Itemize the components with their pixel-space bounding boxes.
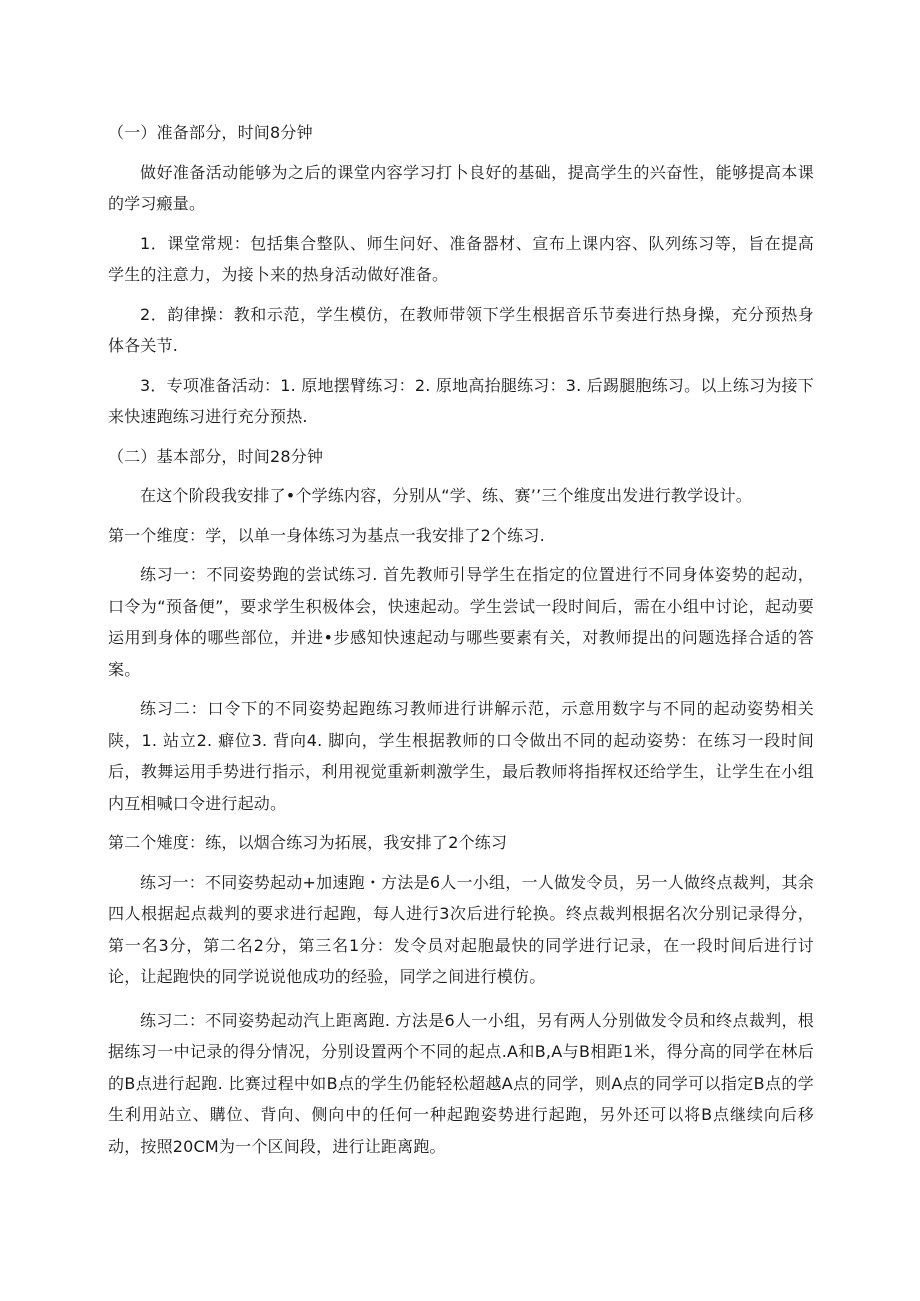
paragraph-exercise-one-a: 练习一：不同姿势跑的尝试练习. 首先教师引导学生在指定的位置进行不同身体姿势的起动，口令为“预备便”，要求学生积极体会，快速起动。学生尝试一段时间后，需在小组中讨论，起动要运用到身体的哪些部位，并进•步感知快速起动与哪些要素有关，对教师提出的问题选择合适的答案。 <box>108 565 814 679</box>
document-body <box>108 117 814 1162</box>
paragraph-class-routine: 1．课堂常规：包括集合整队、师生问好、准备器材、宣布上课内容、队列练习等，旨在提高学生的注意力，为接卜来的热身活动做好准备。 <box>108 233 814 284</box>
paragraph-dimension-two: 第二个雉度：练，以烟合练习为拓展，我安排了2个练习 <box>108 833 508 852</box>
paragraph-preparation-intro: 做好准备活动能够为之后的课堂内容学习打卜良好的基础，提高学生的兴奋性，能够提高本课的学习瘢量。 <box>108 162 814 213</box>
paragraph-dimension-one: 第一个维度：学，以单一身体练习为基点一我安排了2个练习. <box>108 525 545 545</box>
paragraph-exercise-two-b: 练习二：不同姿势起动汽上距离跑. 方法是6人一小组，另有两人分别做发令员和终点裁判，根据练习一中记录的得分情况，分别设置两个不同的起点.A和B,A与B相距1米，得分高的同学在林后的B点进行起跑. 比赛过程中如B点的学生仍能轻松超越A点的同学，则A点的同学可以指定B点的学生利用站立、購位、背向、侧向中的任何一种起跑姿势进行起跑，另外还可以将B点继续向后移动，按照20CM为一个区间段，进行让距离跑。 <box>108 1010 814 1156</box>
paragraph-exercise-one-b: 练习一：不同姿势起动+加速跑・方法是6人一小组，一人做发令员，另一人做终点裁判，其余四人根据起点裁判的要求进行起跑，每人进行3次后进行轮换。终点裁判根据名次分别记录得分，第一名3分，第二名2分，第三名1分：发令员对起胞最快的同学进行记录，在一段时间后进行讨论，让起跑快的同学说说他成功的经验，同学之间进行模仿。 <box>108 872 814 986</box>
section-heading-basic: （二）基本部分，时间28分钟 <box>108 446 324 466</box>
paragraph-rhythm-exercise: 2．韵律操：教和示范，学生模仿，在教师带领下学生根据音乐节奏进行热身操，充分预热身体各关节. <box>108 304 814 355</box>
paragraph-exercise-two-a: 练习二：口令下的不同姿势起跑练习教师进行讲解示范，示意用数字与不同的起动姿势相关陕，1. 站立2. 癖位3. 背向4. 脚向，学生根据教师的口令做出不同的起动姿势：在练习一段时间后，教舞运用手势进行指示，利用视觉重新刺激学生，最后教师将指挥权还给学生，让学生在小组内互相喊口令进行起动。 <box>108 699 814 813</box>
section-heading-preparation: （一）准备部分，时间8分钟 <box>108 123 313 142</box>
paragraph-special-warmup: 3．专项准备活动：1. 原地摆臂练习：2. 原地高抬腿练习：3. 后踢腿胞练习。以上练习为接下来快速跑练习进行充分预热. <box>108 375 814 426</box>
paragraph-basic-intro: 在这个阶段我安排了•个学练内容，分别从“学、练、赛’’三个维度出发进行教学设计。 <box>140 486 752 505</box>
